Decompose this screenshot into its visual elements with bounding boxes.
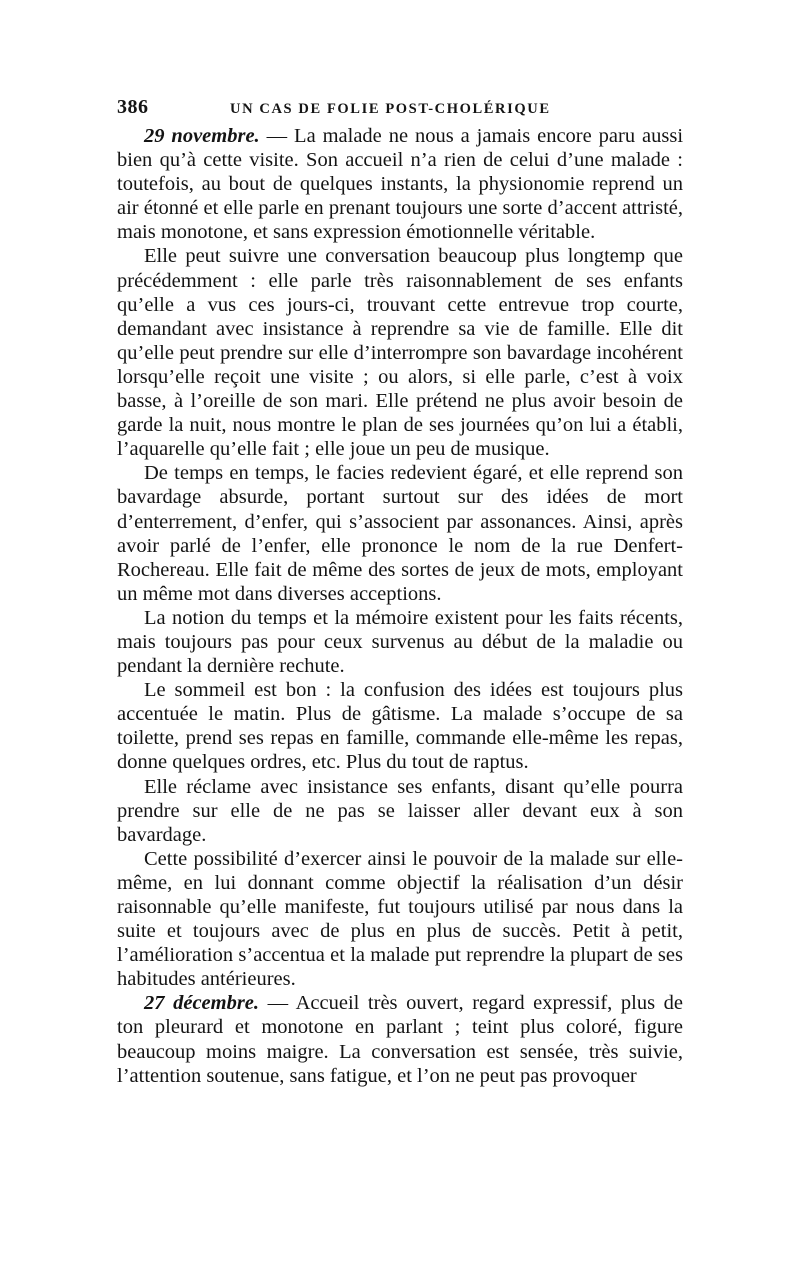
- paragraph-sommeil: [117, 678, 683, 774]
- paragraph-text: Elle réclame avec insistance ses enfants, disant qu’elle pourra prendre sur elle de ne pas se laisser aller devant eux à son bavardage.: [117, 775, 683, 846]
- paragraph-text: Cette possibilité d’exercer ainsi le pouvoir de la malade sur elle-même, en lui donnant comme objectif la réalisation d’un désir raisonnable qu’elle manifeste, fut toujours utilisé par nous dans la suite et toujours avec de plus en plus de succès. Petit à petit, l’amélioration s’accentua et la malade put reprendre la plupart de ses habitudes antérieures.: [117, 847, 683, 991]
- body-text: [117, 124, 683, 1088]
- paragraph-text: De temps en temps, le facies redevient égaré, et elle reprend son bavardage absurde, portant surtout sur des idées de mort d’enterrement, d’enfer, qui s’associent par assonances. Ainsi, après avoir parlé de l’enfer, elle prononce le nom de la rue Denfert-Rochereau. Elle fait de même des sortes de jeux de mots, employant un même mot dans diverses acceptions.: [117, 462, 683, 605]
- paragraph-conversation: [117, 244, 683, 461]
- paragraph-amelioration: [117, 847, 683, 992]
- page-header: [117, 90, 683, 120]
- paragraph-memoire: [117, 606, 683, 678]
- date-heading: 27 décembre.: [144, 992, 260, 1015]
- paragraph-text: Le sommeil est bon : la confusion des idées est toujours plus accentuée le matin. Plus de gâtisme. La malade s’occupe de sa toilette, prend ses repas en famille, commande elle-même les repas, donne quelques ordres, etc. Plus du tout de raptus.: [117, 679, 683, 774]
- date-heading: 29 novembre.: [144, 125, 260, 147]
- paragraph-enfants: [117, 775, 683, 847]
- paragraph-text: — La malade ne nous a jamais encore paru aussi bien qu’à cette visite. Son accueil n’a rien de celui d’une malade : toutefois, au bout de quelques instants, la physionomie reprend un air étonné et elle parle en prenant toujours une sorte d’accent attristé, mais monotone, et sans expression émotionnelle véritable.: [117, 125, 684, 244]
- book-page: [117, 90, 683, 1088]
- paragraph-facies: [117, 461, 683, 606]
- paragraph-27-decembre: [117, 991, 683, 1087]
- page-number: 386: [117, 96, 149, 118]
- paragraph-text: La notion du temps et la mémoire existent pour les faits récents, mais toujours pas pour ceux survenus au début de la maladie ou pendant la dernière rechute.: [117, 606, 683, 678]
- paragraph-text: Elle peut suivre une conversation beaucoup plus longtemp que précédemment : elle parle très raisonnablement de ses enfants qu’elle a vus ces jours-ci, trouvant cette entrevue trop courte, demandant avec insistance à reprendre sa vie de famille. Elle dit qu’elle peut prendre sur elle d’interrompre son bavardage incohérent lorsqu’elle reçoit une visite ; ou alors, si elle parle, c’est à voix basse, à l’oreille de son mari. Elle prétend ne plus avoir besoin de garde la nuit, nous montre le plan de ses journées qu’on lui a établi, l’aquarelle qu’elle fait ; elle joue un peu de musique.: [117, 245, 683, 461]
- paragraph-text: — Accueil très ouvert, regard expressif, plus de ton pleurard et monotone en parlant ; teint plus coloré, figure beaucoup moins maigre. La conversation est sensée, très suivie, l’attention soutenue, sans fatigue, et l’on ne peut pas provoquer: [117, 992, 683, 1087]
- paragraph-29-novembre: [117, 124, 683, 244]
- running-title: UN CAS DE FOLIE POST-CHOLÉRIQUE: [230, 101, 551, 117]
